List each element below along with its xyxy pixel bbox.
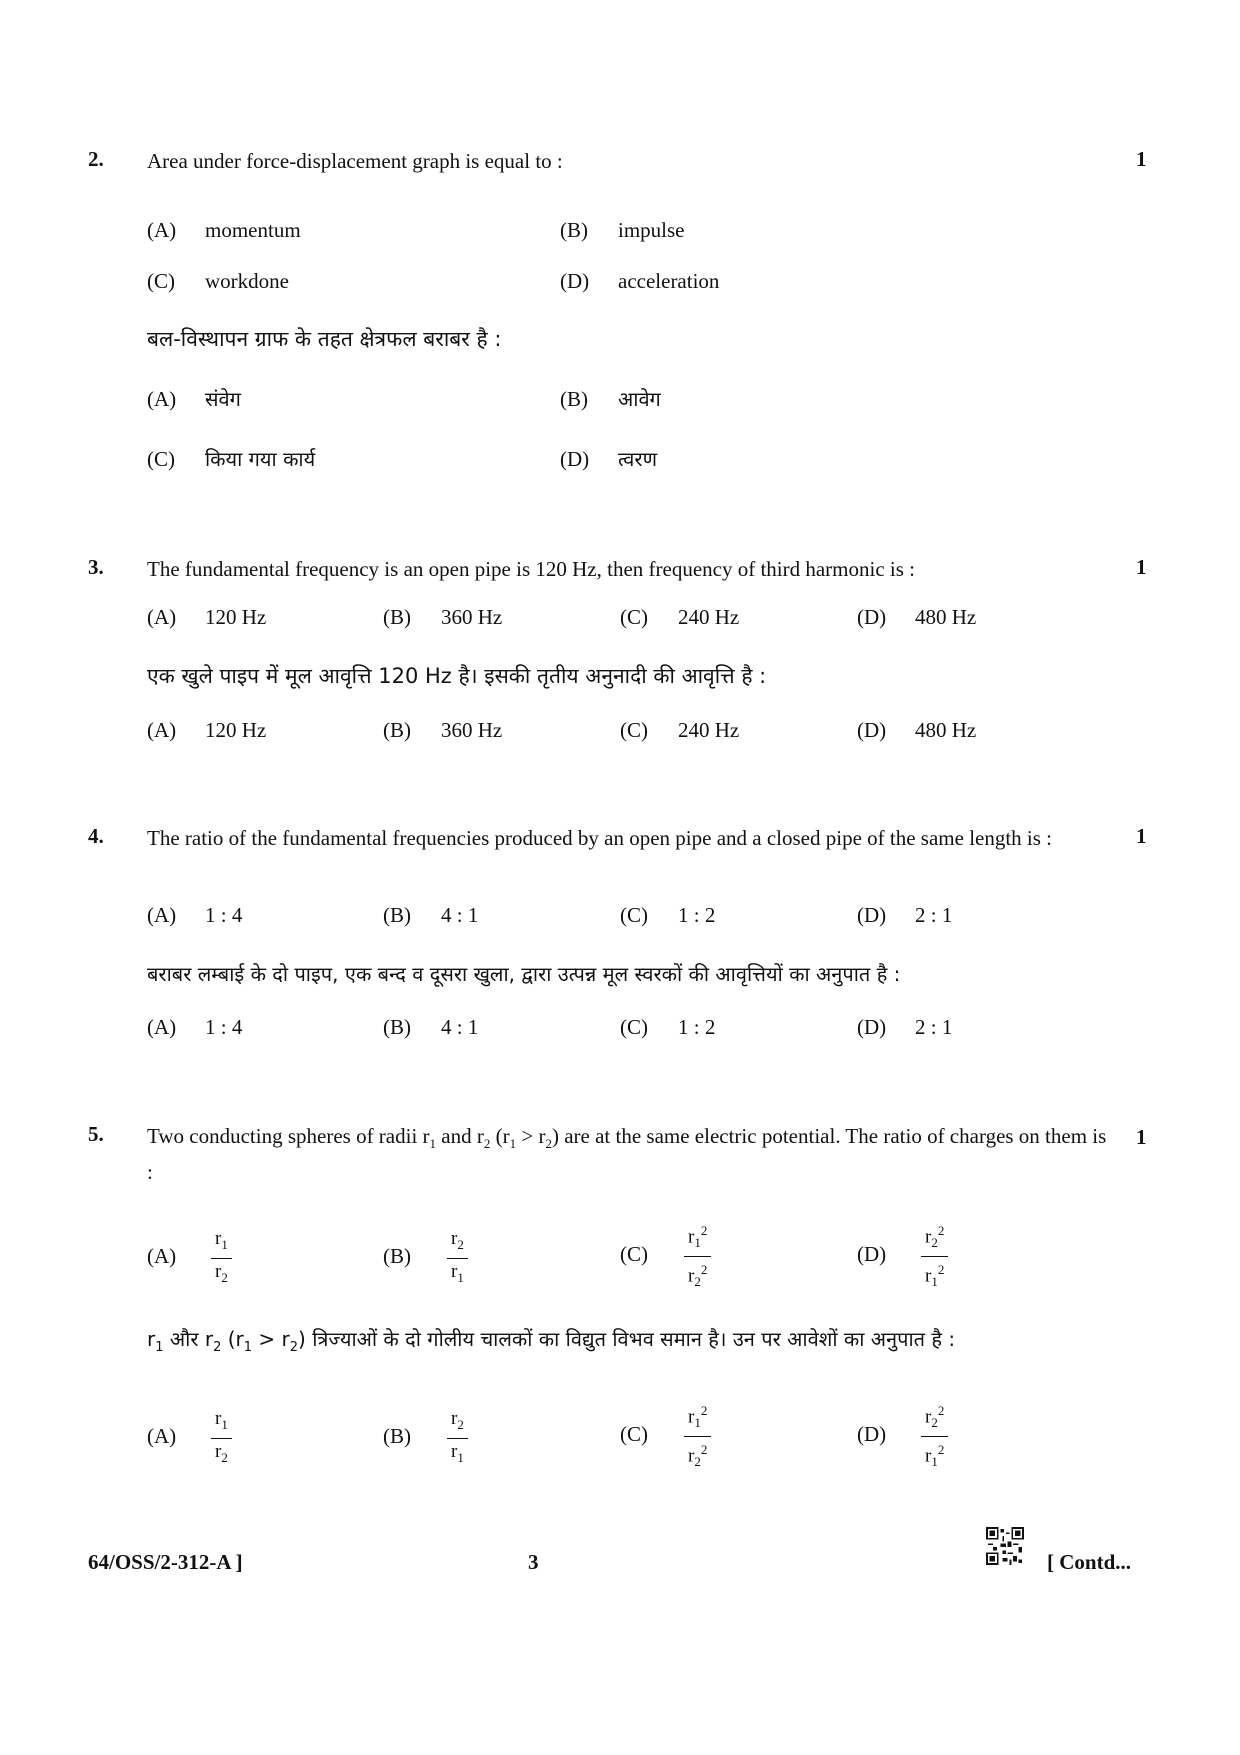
question-text: The fundamental frequency is an open pipe is 120 Hz, then frequency of third harmonic is : <box>147 557 916 581</box>
option-label: (D) <box>857 1015 887 1039</box>
option-c <box>620 605 739 630</box>
option-c-hindi <box>620 718 739 743</box>
option-text: 240 Hz <box>678 605 740 629</box>
option-text: आवेग <box>618 387 661 411</box>
option-label: (D) <box>857 1242 887 1267</box>
fraction: $\frac{r_2^2}{r_1^2}$ <box>921 1220 948 1293</box>
question-text: Area under force-displacement graph is equal to : <box>147 149 563 173</box>
question-text-hindi: बल-विस्थापन ग्राफ के तहत क्षेत्रफल बराबर है : <box>147 327 502 351</box>
option-label: (C) <box>620 903 648 927</box>
option-d-hindi <box>857 1400 948 1473</box>
option-d-hindi <box>857 1015 952 1040</box>
fraction: $\frac{r_2}{r_1}$ <box>447 1228 468 1289</box>
question-marks: 1 <box>1136 147 1147 171</box>
option-text: momentum <box>205 218 301 242</box>
option-label: (B) <box>383 605 411 629</box>
option-label: (D) <box>857 605 887 629</box>
option-label: (B) <box>383 718 411 742</box>
option-label: (C) <box>620 1422 648 1447</box>
option-label: (B) <box>383 1424 411 1449</box>
option-label: (A) <box>147 1424 177 1449</box>
option-b-hindi <box>383 718 502 743</box>
question-text-hindi: बराबर लम्बाई के दो पाइप, एक बन्द व दूसरा खुला, द्वारा उत्पन्न मूल स्वरकों की आवृत्तियों का अनुपात है : <box>147 962 901 986</box>
option-label: (C) <box>620 1242 648 1267</box>
option-label: (C) <box>147 447 175 471</box>
option-text: त्वरण <box>618 447 658 471</box>
option-text: 4 : 1 <box>441 1015 479 1039</box>
option-c <box>620 1220 711 1293</box>
option-c <box>620 903 715 928</box>
option-text: 360 Hz <box>441 718 503 742</box>
option-text: 1 : 2 <box>678 1015 716 1039</box>
option-text: workdone <box>205 269 289 293</box>
option-b <box>383 903 478 928</box>
option-a <box>147 218 301 243</box>
option-text: impulse <box>618 218 685 242</box>
option-label: (A) <box>147 1015 177 1039</box>
question-marks: 1 <box>1136 1125 1147 1149</box>
option-label: (A) <box>147 718 177 742</box>
option-b-hindi <box>383 1408 468 1469</box>
question-number: 4. <box>88 824 104 848</box>
fraction: $\frac{r_1^2}{r_2^2}$ <box>684 1400 711 1473</box>
option-d-hindi <box>560 445 657 472</box>
question-text: Two conducting spheres of radii $r_1$ and $r_2$ $(r_1 > r_2)$ are at the same electric potential. The ratio of charges on them is : <box>147 1124 1107 1185</box>
option-label: (C) <box>620 605 648 629</box>
continued-label: [ Contd... <box>1047 1550 1132 1574</box>
option-d <box>857 605 976 630</box>
option-text: 4 : 1 <box>441 903 479 927</box>
option-label: (C) <box>620 1015 648 1039</box>
option-text: 1 : 4 <box>205 903 243 927</box>
option-a <box>147 1228 232 1289</box>
option-label: (D) <box>560 269 590 293</box>
fraction: $\frac{r_2^2}{r_1^2}$ <box>921 1400 948 1473</box>
option-text: 1 : 2 <box>678 903 716 927</box>
option-a-hindi <box>147 1408 232 1469</box>
option-label: (D) <box>857 903 887 927</box>
option-b <box>383 1228 468 1289</box>
qr-code-icon <box>986 1527 1024 1565</box>
option-a-hindi <box>147 385 241 412</box>
option-label: (B) <box>560 387 588 411</box>
option-c <box>147 269 289 294</box>
option-b <box>383 605 502 630</box>
option-a <box>147 605 266 630</box>
option-label: (D) <box>857 718 887 742</box>
option-label: (C) <box>147 269 175 293</box>
option-text: 2 : 1 <box>915 1015 953 1039</box>
option-text: 120 Hz <box>205 718 267 742</box>
option-text: संवेग <box>205 387 241 411</box>
option-label: (A) <box>147 1244 177 1269</box>
option-label: (B) <box>560 218 588 242</box>
fraction: $\frac{r_1}{r_2}$ <box>211 1228 232 1289</box>
question-number: 3. <box>88 555 104 579</box>
option-label: (D) <box>857 1422 887 1447</box>
page-number: 3 <box>528 1550 539 1574</box>
option-b <box>560 218 685 243</box>
option-b-hindi <box>383 1015 478 1040</box>
fraction: $\frac{r_1}{r_2}$ <box>211 1408 232 1469</box>
option-text: 120 Hz <box>205 605 267 629</box>
option-label: (B) <box>383 1244 411 1269</box>
option-label: (A) <box>147 218 177 242</box>
option-c-hindi <box>620 1400 711 1473</box>
fraction: $\frac{r_1^2}{r_2^2}$ <box>684 1220 711 1293</box>
option-text: किया गया कार्य <box>205 447 316 471</box>
question-text-hindi: एक खुले पाइप में मूल आवृत्ति 120 Hz है। इसकी तृतीय अनुनादी की आवृत्ति है : <box>147 664 767 688</box>
question-text: The ratio of the fundamental frequencies produced by an open pipe and a closed pipe of the same length is : <box>147 826 1053 850</box>
option-label: (C) <box>620 718 648 742</box>
option-text: acceleration <box>618 269 720 293</box>
option-d <box>560 269 719 294</box>
question-marks: 1 <box>1136 555 1147 579</box>
option-a-hindi <box>147 1015 242 1040</box>
option-label: (A) <box>147 605 177 629</box>
option-a <box>147 903 242 928</box>
option-d <box>857 903 952 928</box>
option-label: (D) <box>560 447 590 471</box>
option-d <box>857 1220 948 1293</box>
option-label: (A) <box>147 387 177 411</box>
option-text: 480 Hz <box>915 718 977 742</box>
option-text: 240 Hz <box>678 718 740 742</box>
option-label: (B) <box>383 903 411 927</box>
option-label: (B) <box>383 1015 411 1039</box>
option-text: 2 : 1 <box>915 903 953 927</box>
option-text: 480 Hz <box>915 605 977 629</box>
question-marks: 1 <box>1136 824 1147 848</box>
option-text: 1 : 4 <box>205 1015 243 1039</box>
option-b-hindi <box>560 385 661 412</box>
option-c-hindi <box>147 445 315 472</box>
option-text: 360 Hz <box>441 605 503 629</box>
paper-code: 64/OSS/2-312-A ] <box>88 1550 243 1574</box>
option-label: (A) <box>147 903 177 927</box>
option-d-hindi <box>857 718 976 743</box>
option-c-hindi <box>620 1015 715 1040</box>
fraction: $\frac{r_2}{r_1}$ <box>447 1408 468 1469</box>
question-text-hindi: $r_1$ और $r_2$ $(r_1 > r_2)$ त्रिज्याओं के दो गोलीय चालकों का विद्युत विभव समान है। उन पर आवेशों का अनुपात है : <box>147 1327 956 1355</box>
question-number: 5. <box>88 1122 104 1146</box>
question-number: 2. <box>88 147 104 171</box>
option-a-hindi <box>147 718 266 743</box>
